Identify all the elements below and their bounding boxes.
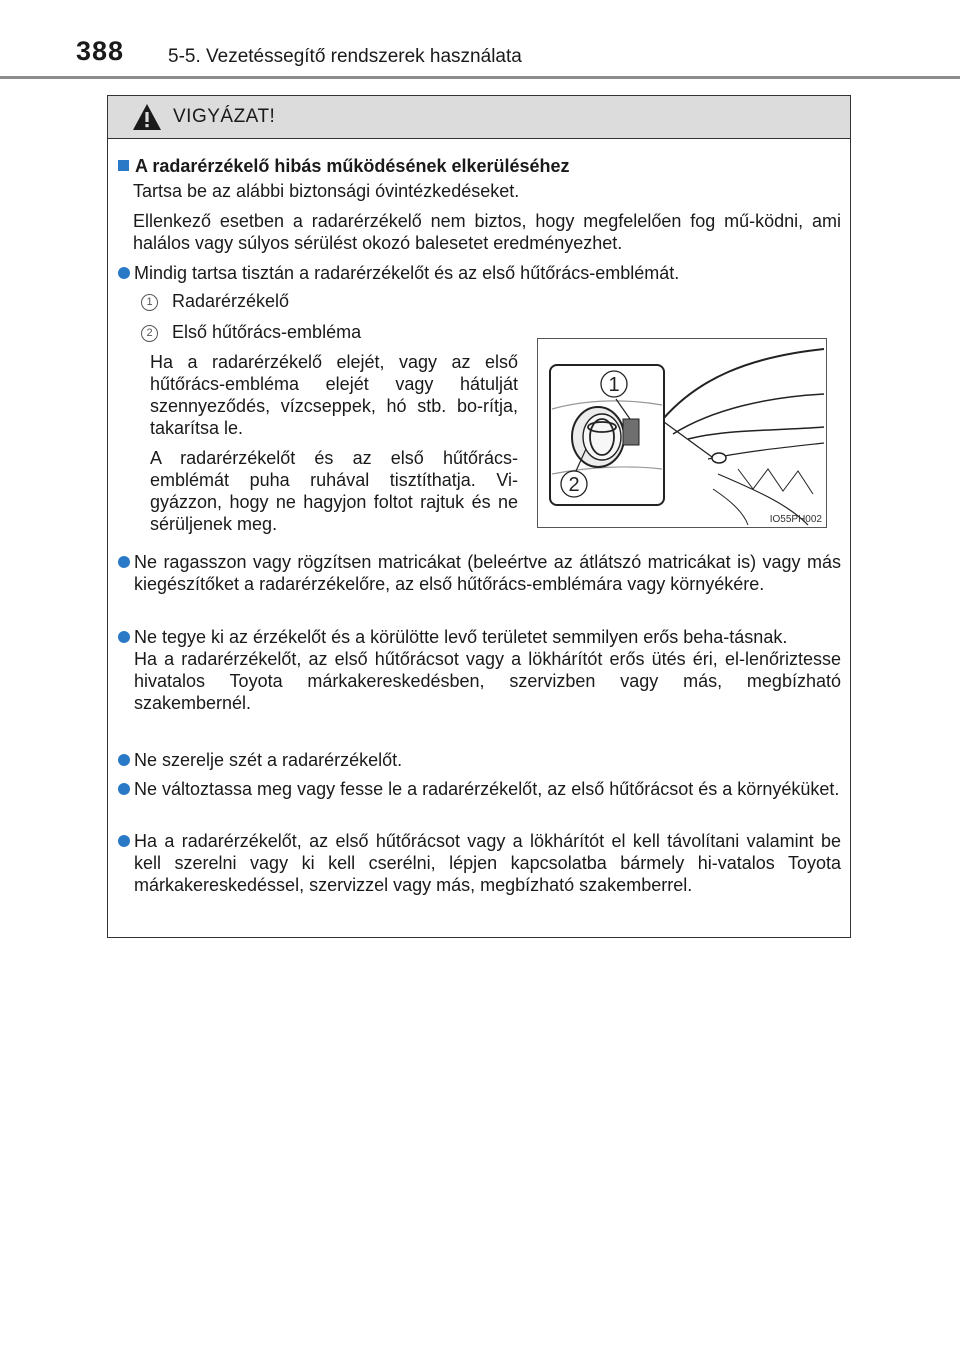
item-label: Első hűtőrács-embléma (172, 322, 362, 342)
figure-text-2: A radarérzékelőt és az első hűtőrács-emblémát puha ruhával tisztíthatja. Vi-gyázzon, hogy ne hagyjon foltot rajtuk és ne sérüljenek meg. (150, 448, 518, 534)
bullet-disassemble (118, 749, 841, 771)
intro-line-2: Ellenkező esetben a radarérzékelő nem biztos, hogy megfelelően fog mű-ködni, ami halálos vagy súlyos sérülést okozó balesetet eredményezhet. (133, 211, 841, 253)
circled-number: 2 (141, 325, 158, 342)
figure-text-1: Ha a radarérzékelő elejét, vagy az első hűtőrács-embléma elejét vagy hátulját szennyeződés, vízcseppek, hó stb. bo-rítja, takarítsa le. (150, 352, 518, 438)
bullet-text: Ne tegye ki az érzékelőt és a körülötte levő területet semmilyen erős beha-tásnak. (134, 627, 788, 647)
section-title: 5-5. Vezetéssegítő rendszerek használata (168, 46, 522, 67)
bullet-clean (118, 262, 841, 284)
item-label: Radarérzékelő (172, 291, 290, 311)
bullet-text: Mindig tartsa tisztán a radarérzékelőt és az első hűtőrács-emblémát. (134, 263, 680, 283)
intro-line-1: Tartsa be az alábbi biztonsági óvintézkedéseket. (133, 181, 520, 201)
bullet-dot-icon (118, 631, 130, 643)
bullet-impact (118, 626, 841, 714)
numbered-item-1 (141, 291, 289, 312)
callout-1: 1 (608, 374, 620, 396)
page-number: 388 (76, 36, 125, 66)
page-header (0, 0, 960, 80)
car-front-illustration (538, 339, 826, 527)
bullet-dot-icon (118, 835, 130, 847)
bullet-text: Ha a radarérzékelőt, az első hűtőrácsot vagy a lökhárítót el kell távolítani valamint be kell szerelni vagy ki kell cserélni, lépjen kapcsolatba bármely hi-vatalos Toyota márkakereskedéssel, szervizzel vagy más, megbízható szakemberrel. (134, 831, 841, 895)
bullet-dot-icon (118, 754, 130, 766)
bullet-dot-icon (118, 556, 130, 568)
bullet-text: Ne változtassa meg vagy fesse le a radarérzékelőt, az első hűtőrácsot és a környéküket. (134, 779, 840, 799)
bullet-modify (118, 778, 841, 800)
bullet-stickers (118, 551, 841, 595)
bullet-dot-icon (118, 267, 130, 279)
callout-2: 2 (568, 474, 580, 496)
subhead-text: A radarérzékelő hibás működésének elkerüléséhez (135, 156, 570, 176)
sensor-figure (537, 338, 827, 528)
numbered-item-2 (141, 322, 361, 343)
caution-box (107, 95, 851, 938)
circled-number: 1 (141, 294, 158, 311)
bullet-text: Ne ragasszon vagy rögzítsen matricákat (beleértve az átlátszó matricákat is) vagy más kiegészítőket a radarérzékelőre, az első hűtőrács-emblémára vagy környékére. (134, 552, 841, 594)
caution-header (108, 96, 850, 139)
bullet-text: Ne szerelje szét a radarérzékelőt. (134, 750, 403, 770)
header-rule (0, 76, 960, 79)
caution-subhead (118, 156, 570, 177)
bullet-dot-icon (118, 783, 130, 795)
square-bullet-icon (118, 160, 129, 171)
caution-title: VIGYÁZAT! (173, 106, 276, 127)
figure-code: IO55PH002 (769, 514, 822, 525)
bullet-continuation: Ha a radarérzékelőt, az első hűtőrácsot vagy a lökhárítót erős ütés éri, el-lenőriztesse hivatalos Toyota márkakereskedésben, szervizben vagy más, megbízható szakembernél. (134, 649, 841, 713)
warning-icon (132, 103, 162, 131)
bullet-replace (118, 830, 841, 896)
